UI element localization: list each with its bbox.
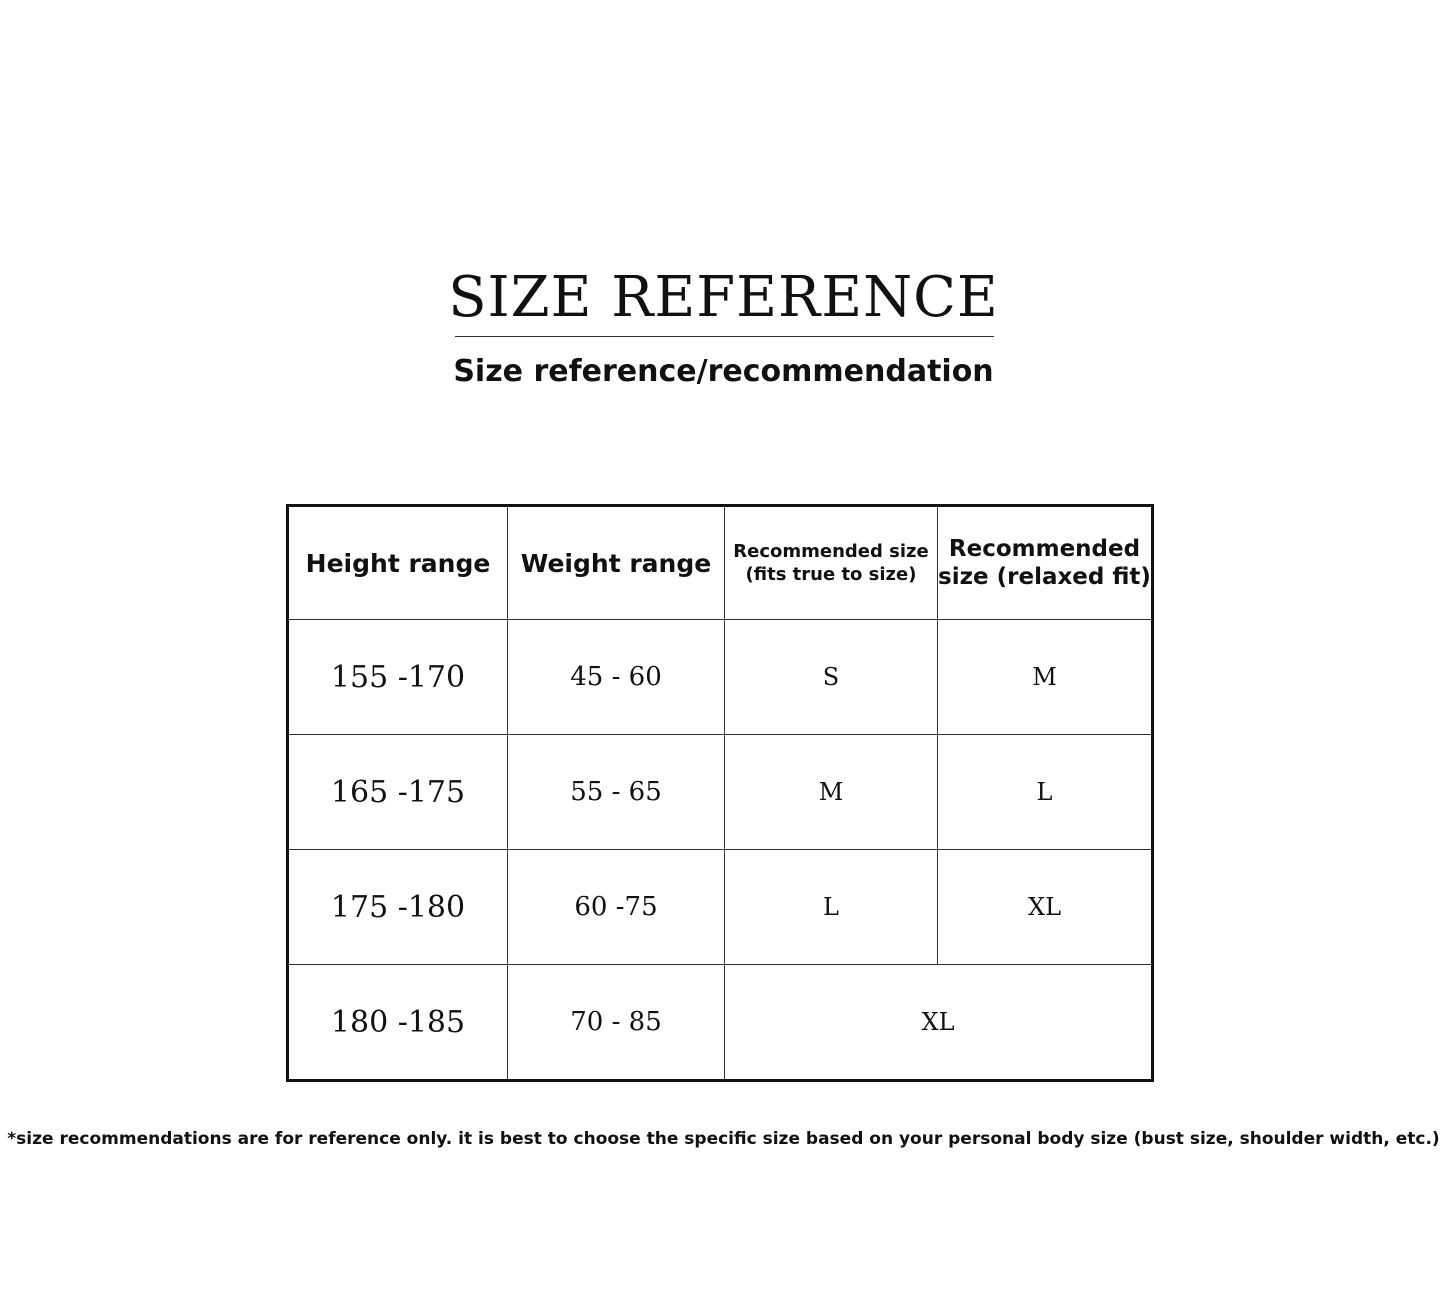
header-recommended-relaxed-fit-label: Recommended size (relaxed fit) [938,536,1151,590]
height-cell: 155 -170 [288,620,508,735]
title-divider [455,336,994,337]
table-row [288,850,1153,965]
header-weight-range-label: Weight range [520,548,712,578]
table-row [288,735,1153,850]
table-row [288,620,1153,735]
true-fit-size-cell: S [725,620,938,735]
page-subtitle: Size reference/recommendation [453,354,994,389]
height-cell: 165 -175 [288,735,508,850]
relaxed-fit-size-cell: M [938,620,1153,735]
header-recommended-relaxed-fit [938,506,1153,620]
weight-cell: 55 - 65 [508,735,725,850]
height-cell: 175 -180 [288,850,508,965]
page-title: SIZE REFERENCE [448,265,999,330]
weight-cell: 70 - 85 [508,965,725,1081]
header-height-range-label: Height range [305,548,491,578]
footnote: *size recommendations are for reference only. it is best to choose the specific size based on your personal body size (bust size, shoulder width, etc.) [7,1129,1440,1149]
relaxed-fit-size-cell: L [938,735,1153,850]
header-weight-range [508,506,725,620]
header-recommended-true-fit [725,506,938,620]
table-header-row [288,506,1153,620]
merged-size-cell: XL [725,965,1153,1081]
header-height-range [288,506,508,620]
relaxed-fit-size-cell: XL [938,850,1153,965]
height-cell: 180 -185 [288,965,508,1081]
true-fit-size-cell: L [725,850,938,965]
header-recommended-true-fit-label: Recommended size (fits true to size) [733,541,929,585]
weight-cell: 45 - 60 [508,620,725,735]
size-reference-table [286,504,1154,1082]
table-row [288,965,1153,1081]
true-fit-size-cell: M [725,735,938,850]
weight-cell: 60 -75 [508,850,725,965]
